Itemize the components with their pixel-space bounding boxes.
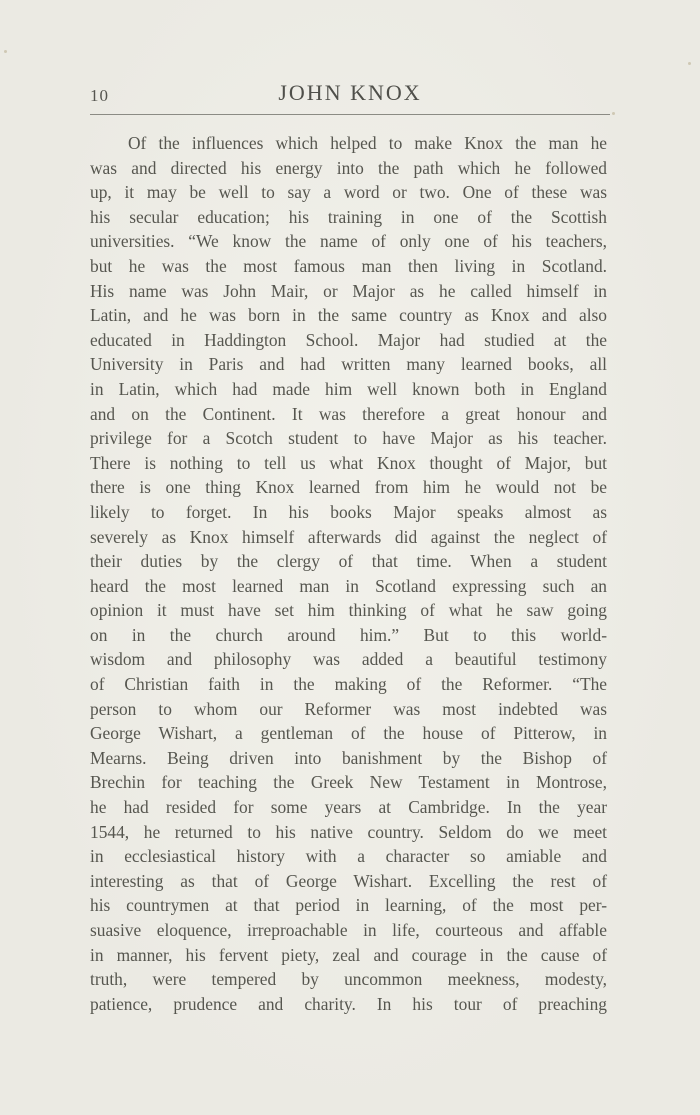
text-line: His name was John Mair, or Major as he called himself in	[90, 280, 607, 301]
text-line: their duties by the clergy of that time. When a student	[90, 551, 607, 572]
running-title: JOHN KNOX	[278, 80, 422, 105]
body-text	[90, 131, 607, 1016]
text-line: was and directed his energy into the path which he followed	[90, 157, 607, 178]
text-line: There is nothing to tell us what Knox thought of Major, but	[90, 452, 607, 473]
page-header	[90, 80, 610, 110]
text-line: Of the influences which helped to make Knox the man he	[128, 133, 607, 153]
text-line: educated in Haddington School. Major had studied at the	[90, 329, 607, 350]
text-line: but he was the most famous man then living in Scotland.	[90, 255, 607, 276]
text-line: Latin, and he was born in the same country as Knox and also	[90, 305, 607, 326]
text-line: in ecclesiastical history with a character so amiable and	[90, 846, 607, 867]
text-line: Brechin for teaching the Greek New Testament in Montrose,	[90, 772, 607, 793]
paper-speck	[4, 50, 7, 53]
text-line: suasive eloquence, irreproachable in life, courteous and affable	[90, 920, 607, 940]
text-line: privilege for a Scotch student to have Major as his teacher.	[90, 428, 607, 449]
text-line: wisdom and philosophy was added a beautiful testimony	[90, 649, 607, 670]
paper-speck	[688, 62, 691, 65]
text-line: of Christian faith in the making of the Reformer. “The	[90, 674, 607, 695]
paper-speck	[612, 112, 615, 115]
text-line: he had resided for some years at Cambridge. In the year	[90, 797, 607, 818]
text-line: opinion it must have set him thinking of what he saw going	[90, 600, 607, 621]
text-line: his secular education; his training in one of the Scottish	[90, 206, 607, 227]
text-line: up, it may be well to say a word or two. One of these was	[90, 182, 607, 203]
text-line: George Wishart, a gentleman of the house of Pitterow, in	[90, 723, 607, 744]
text-line: likely to forget. In his books Major speaks almost as	[90, 501, 607, 522]
text-line: University in Paris and had written many learned books, all	[90, 354, 607, 375]
text-line: in Latin, which had made him well known both in England	[90, 378, 607, 399]
text-line: person to whom our Reformer was most indebted was	[90, 698, 607, 719]
text-line: 1544, he returned to his native country. Seldom do we meet	[90, 821, 607, 842]
text-line: his countrymen at that period in learning, of the most per-	[90, 895, 607, 916]
text-line: heard the most learned man in Scotland expressing such an	[90, 575, 607, 596]
header-rule	[90, 114, 610, 115]
text-line: in manner, his fervent piety, zeal and courage in the cause of	[90, 944, 607, 965]
page-number: 10	[90, 86, 109, 105]
text-line: there is one thing Knox learned from him he would not be	[90, 477, 607, 498]
text-line: on in the church around him.” But to this world-	[90, 624, 607, 645]
text-line: severely as Knox himself afterwards did against the neglect of	[90, 526, 607, 547]
text-line: truth, were tempered by uncommon meekness, modesty,	[90, 969, 607, 990]
text-line: universities. “We know the name of only one of his teachers,	[90, 231, 607, 252]
text-line: patience, prudence and charity. In his tour of preaching	[90, 993, 607, 1014]
text-line: interesting as that of George Wishart. Excelling the rest of	[90, 870, 607, 891]
text-line: and on the Continent. It was therefore a great honour and	[90, 403, 607, 424]
text-line: Mearns. Being driven into banishment by the Bishop of	[90, 747, 607, 768]
